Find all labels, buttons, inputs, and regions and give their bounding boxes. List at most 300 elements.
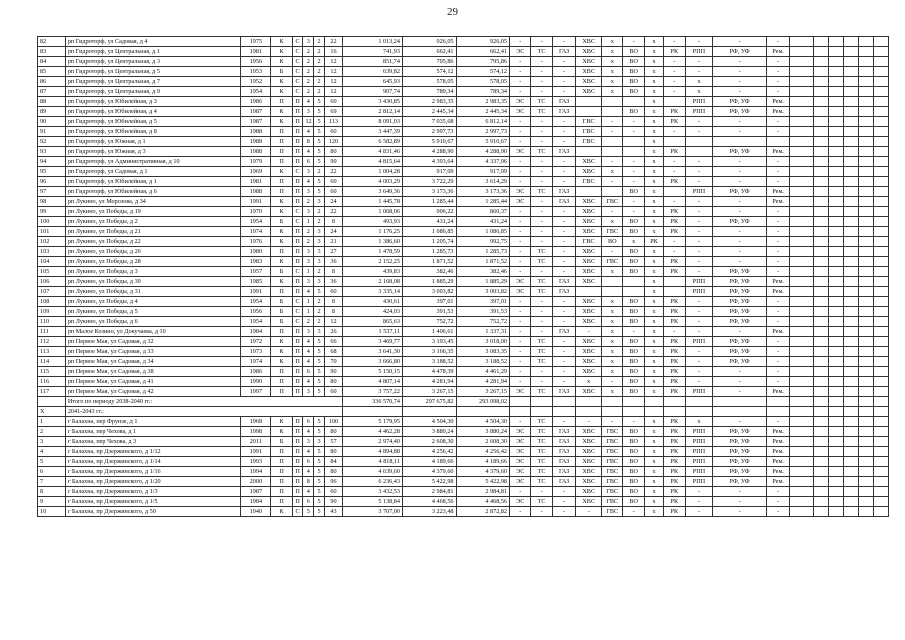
table-row bbox=[38, 417, 889, 427]
table-cell: ЭС bbox=[510, 287, 531, 297]
table-cell: 104 bbox=[38, 257, 66, 267]
table-cell: П bbox=[271, 327, 292, 337]
table-cell: РК bbox=[664, 477, 685, 487]
table-cell: 2011 bbox=[241, 437, 271, 447]
table-cell bbox=[813, 197, 828, 207]
table-cell: 110 bbox=[38, 317, 66, 327]
table-cell: РПП bbox=[685, 277, 713, 287]
table-cell: - bbox=[685, 57, 713, 67]
table-cell: - bbox=[713, 237, 767, 247]
table-cell: - bbox=[531, 317, 552, 327]
table-cell: 7 035,68 bbox=[402, 117, 456, 127]
table-cell: - bbox=[552, 317, 576, 327]
table-cell bbox=[843, 197, 858, 207]
table-cell bbox=[828, 407, 843, 417]
table-cell: х bbox=[602, 317, 623, 327]
table-cell bbox=[873, 57, 888, 67]
table-cell: 493,93 bbox=[343, 217, 403, 227]
table-cell: - bbox=[552, 87, 576, 97]
table-cell: П bbox=[271, 177, 292, 187]
table-cell: П bbox=[271, 467, 292, 477]
table-cell: ХВС bbox=[576, 497, 602, 507]
table-cell: П bbox=[292, 137, 303, 147]
table-cell: х bbox=[602, 297, 623, 307]
table-cell: 1 bbox=[303, 297, 314, 307]
table-cell: 8 bbox=[324, 297, 342, 307]
table-cell bbox=[858, 287, 873, 297]
table-cell: 3 707,00 bbox=[343, 507, 403, 517]
table-cell bbox=[813, 507, 828, 517]
table-cell: 80 bbox=[324, 377, 342, 387]
table-cell: 3 432,53 bbox=[343, 487, 403, 497]
table-cell: РК bbox=[664, 357, 685, 367]
table-cell bbox=[828, 277, 843, 287]
table-cell bbox=[828, 477, 843, 487]
table-cell: рп Первое Мая, ул Садовая, д 34 bbox=[65, 357, 241, 367]
table-cell: ВО bbox=[623, 367, 644, 377]
table-cell: Рем. bbox=[766, 277, 790, 287]
table-cell: П bbox=[271, 447, 292, 457]
table-cell bbox=[790, 247, 814, 257]
table-cell: - bbox=[713, 487, 767, 497]
table-cell: РПП bbox=[685, 467, 713, 477]
table-cell: ГАЗ bbox=[552, 97, 576, 107]
table-cell bbox=[813, 47, 828, 57]
table-cell: 4 288,90 bbox=[402, 147, 456, 157]
table-cell: х bbox=[644, 37, 663, 47]
table-cell bbox=[828, 397, 843, 407]
table-cell bbox=[828, 237, 843, 247]
table-cell bbox=[873, 87, 888, 97]
table-cell bbox=[873, 177, 888, 187]
table-cell: - bbox=[602, 177, 623, 187]
table-cell bbox=[828, 327, 843, 337]
table-cell: ХВС bbox=[576, 447, 602, 457]
table-body bbox=[38, 37, 889, 517]
table-cell: - bbox=[685, 37, 713, 47]
table-cell bbox=[623, 147, 644, 157]
table-cell: К bbox=[271, 417, 292, 427]
table-cell: - bbox=[510, 207, 531, 217]
table-cell: ТС bbox=[531, 477, 552, 487]
table-cell: 60 bbox=[324, 187, 342, 197]
table-cell: г Балахна, пр Дзержинского, д 1/20 bbox=[65, 477, 241, 487]
table-cell bbox=[843, 447, 858, 457]
table-cell: 2 608,30 bbox=[402, 437, 456, 447]
table-cell: 1 086,85 bbox=[402, 227, 456, 237]
table-cell bbox=[828, 37, 843, 47]
table-cell bbox=[843, 277, 858, 287]
table-cell: К bbox=[271, 107, 292, 117]
table-cell: рп Лукино, ул Победы, д 4 bbox=[65, 297, 241, 307]
table-row bbox=[38, 247, 889, 257]
table-cell bbox=[713, 397, 767, 407]
table-cell: Рем. bbox=[766, 187, 790, 197]
table-cell: - bbox=[602, 417, 623, 427]
table-cell bbox=[623, 287, 644, 297]
table-cell: 4 189,66 bbox=[402, 457, 456, 467]
table-cell bbox=[813, 467, 828, 477]
table-row bbox=[38, 457, 889, 467]
table-cell: - bbox=[766, 207, 790, 217]
table-cell bbox=[685, 397, 713, 407]
table-cell bbox=[858, 337, 873, 347]
table-cell: 2 445,34 bbox=[456, 107, 510, 117]
table-cell bbox=[813, 207, 828, 217]
table-cell: - bbox=[685, 247, 713, 257]
table-cell: РФ, УФ bbox=[713, 347, 767, 357]
table-cell: х bbox=[644, 67, 663, 77]
table-cell: 1990 bbox=[241, 377, 271, 387]
table-row bbox=[38, 277, 889, 287]
table-cell: - bbox=[664, 127, 685, 137]
table-cell bbox=[790, 457, 814, 467]
table-cell: П bbox=[292, 247, 303, 257]
table-cell: 3 bbox=[303, 247, 314, 257]
table-cell bbox=[790, 197, 814, 207]
table-cell: ГВС bbox=[602, 507, 623, 517]
table-cell bbox=[873, 477, 888, 487]
table-cell: 1954 bbox=[241, 317, 271, 327]
table-cell: 3 003,82 bbox=[456, 287, 510, 297]
table-cell: - bbox=[713, 417, 767, 427]
table-cell: ГВС bbox=[602, 457, 623, 467]
table-cell: - bbox=[510, 487, 531, 497]
table-cell: РК bbox=[664, 377, 685, 387]
table-cell: ХВС bbox=[576, 157, 602, 167]
table-cell: 1 285,44 bbox=[402, 197, 456, 207]
table-cell: 5 bbox=[314, 477, 325, 487]
table-cell: - bbox=[602, 157, 623, 167]
table-cell: 2 bbox=[303, 237, 314, 247]
table-cell: 5 bbox=[38, 457, 66, 467]
table-cell bbox=[828, 457, 843, 467]
table-cell: 4 bbox=[303, 97, 314, 107]
table-cell: рп Лукино, ул Победы, д 28 bbox=[65, 257, 241, 267]
table-cell: РФ, УФ bbox=[713, 97, 767, 107]
table-cell bbox=[790, 347, 814, 357]
table-cell: х bbox=[623, 237, 644, 247]
table-cell: 382,46 bbox=[402, 267, 456, 277]
table-cell bbox=[843, 427, 858, 437]
table-cell: - bbox=[531, 227, 552, 237]
table-cell: 3 bbox=[303, 37, 314, 47]
table-cell: х bbox=[644, 157, 663, 167]
table-cell bbox=[813, 177, 828, 187]
table-cell: ХВС bbox=[576, 167, 602, 177]
table-cell: 1972 bbox=[241, 337, 271, 347]
table-cell: 87 bbox=[38, 87, 66, 97]
table-cell: - bbox=[685, 117, 713, 127]
table-cell: РПП bbox=[685, 47, 713, 57]
table-cell bbox=[790, 257, 814, 267]
table-cell: х bbox=[644, 327, 663, 337]
table-cell: ХВС bbox=[576, 297, 602, 307]
table-cell: 5 bbox=[314, 137, 325, 147]
table-cell: ТС bbox=[531, 437, 552, 447]
table-cell: - bbox=[685, 157, 713, 167]
table-cell: 5 bbox=[314, 467, 325, 477]
table-cell: х bbox=[644, 217, 663, 227]
table-cell: - bbox=[576, 507, 602, 517]
table-cell bbox=[843, 327, 858, 337]
table-cell: ХВС bbox=[576, 87, 602, 97]
table-cell bbox=[858, 37, 873, 47]
table-cell: х bbox=[644, 497, 663, 507]
table-row bbox=[38, 237, 889, 247]
table-cell bbox=[813, 167, 828, 177]
table-cell: ТС bbox=[531, 357, 552, 367]
table-cell bbox=[602, 277, 623, 287]
table-cell bbox=[843, 287, 858, 297]
table-cell: ТС bbox=[531, 147, 552, 157]
table-cell: - bbox=[664, 157, 685, 167]
table-cell: 2 997,73 bbox=[402, 127, 456, 137]
table-cell: 4 bbox=[303, 357, 314, 367]
table-cell: Б bbox=[271, 67, 292, 77]
table-cell bbox=[828, 167, 843, 177]
table-cell: ГАЗ bbox=[552, 197, 576, 207]
table-cell bbox=[873, 287, 888, 297]
table-cell: 116 bbox=[38, 377, 66, 387]
table-cell: - bbox=[531, 377, 552, 387]
table-cell: 6 bbox=[38, 467, 66, 477]
table-cell bbox=[873, 407, 888, 417]
table-cell: ТС bbox=[531, 447, 552, 457]
table-cell: К bbox=[271, 87, 292, 97]
table-cell bbox=[813, 157, 828, 167]
table-cell: Рем. bbox=[766, 287, 790, 297]
table-cell: 114 bbox=[38, 357, 66, 367]
table-cell: Рем. bbox=[766, 327, 790, 337]
table-cell: ХВС bbox=[576, 277, 602, 287]
table-cell: - bbox=[602, 247, 623, 257]
table-cell: 2 872,82 bbox=[456, 507, 510, 517]
table-cell: С bbox=[292, 217, 303, 227]
table-cell: 795,86 bbox=[456, 57, 510, 67]
table-cell: - bbox=[552, 127, 576, 137]
table-cell: С bbox=[292, 37, 303, 47]
table-cell bbox=[813, 217, 828, 227]
table-cell: ЭС bbox=[510, 457, 531, 467]
table-cell: 2 bbox=[303, 47, 314, 57]
table-cell: ТС bbox=[531, 247, 552, 257]
table-cell: РПП bbox=[685, 457, 713, 467]
table-cell: К bbox=[271, 337, 292, 347]
table-cell: - bbox=[510, 337, 531, 347]
table-cell: 907,74 bbox=[343, 87, 403, 97]
table-cell: 60 bbox=[324, 127, 342, 137]
table-cell: 3 880,24 bbox=[402, 427, 456, 437]
table-cell: С bbox=[292, 307, 303, 317]
table-cell bbox=[602, 137, 623, 147]
table-cell: х bbox=[644, 227, 663, 237]
table-cell bbox=[858, 47, 873, 57]
table-cell bbox=[873, 217, 888, 227]
table-cell: С bbox=[292, 67, 303, 77]
table-cell: С bbox=[292, 47, 303, 57]
table-cell: 293 098,02 bbox=[456, 397, 510, 407]
table-cell: х bbox=[644, 87, 663, 97]
table-cell: г Балахна, пр Дзержинского, д 1/12 bbox=[65, 447, 241, 457]
table-cell: РК bbox=[664, 147, 685, 157]
table-cell: 103 bbox=[38, 247, 66, 257]
table-cell: х bbox=[644, 267, 663, 277]
table-cell: ТС bbox=[531, 47, 552, 57]
table-cell: 1956 bbox=[241, 57, 271, 67]
table-cell: 12 bbox=[324, 57, 342, 67]
table-cell: - bbox=[531, 167, 552, 177]
table-cell: ХВС bbox=[576, 47, 602, 57]
table-cell bbox=[873, 137, 888, 147]
table-cell: - bbox=[531, 177, 552, 187]
table-cell: 112 bbox=[38, 337, 66, 347]
table-row bbox=[38, 227, 889, 237]
table-cell: 3 614,29 bbox=[456, 177, 510, 187]
table-cell bbox=[576, 287, 602, 297]
table-cell: К bbox=[271, 197, 292, 207]
table-cell bbox=[790, 467, 814, 477]
table-row bbox=[38, 387, 889, 397]
table-cell: 574,12 bbox=[456, 67, 510, 77]
table-cell: 4 bbox=[303, 127, 314, 137]
table-row bbox=[38, 177, 889, 187]
table-cell: х bbox=[644, 187, 663, 197]
table-cell: - bbox=[766, 267, 790, 277]
table-cell: 4 bbox=[303, 377, 314, 387]
table-cell: - bbox=[510, 377, 531, 387]
table-cell: 3 bbox=[303, 167, 314, 177]
table-cell: 3 083,35 bbox=[456, 347, 510, 357]
table-cell: 2 bbox=[303, 317, 314, 327]
table-cell: ТС bbox=[531, 97, 552, 107]
table-cell: - bbox=[685, 167, 713, 177]
table-cell: ЭС bbox=[510, 197, 531, 207]
table-cell: ХВС bbox=[576, 427, 602, 437]
table-cell bbox=[813, 107, 828, 117]
table-cell bbox=[828, 77, 843, 87]
table-cell bbox=[664, 137, 685, 147]
table-cell: ВО bbox=[623, 427, 644, 437]
table-cell bbox=[873, 227, 888, 237]
table-cell bbox=[858, 87, 873, 97]
table-cell bbox=[843, 207, 858, 217]
table-cell bbox=[813, 407, 828, 417]
table-cell bbox=[623, 97, 644, 107]
table-cell: 2 974,40 bbox=[343, 437, 403, 447]
table-cell: 1976 bbox=[241, 237, 271, 247]
table-cell: РК bbox=[664, 347, 685, 357]
table-cell: 1 bbox=[303, 267, 314, 277]
table-cell: х bbox=[644, 77, 663, 87]
table-cell: 2 bbox=[314, 217, 325, 227]
table-cell bbox=[858, 257, 873, 267]
table-cell: 574,12 bbox=[402, 67, 456, 77]
table-cell: 2041-2043 гг.: bbox=[65, 407, 342, 417]
table-cell bbox=[828, 507, 843, 517]
table-cell: 4 bbox=[303, 467, 314, 477]
table-cell bbox=[843, 457, 858, 467]
table-cell bbox=[602, 147, 623, 157]
table-cell: - bbox=[510, 117, 531, 127]
table-cell bbox=[843, 127, 858, 137]
table-cell: 36 bbox=[324, 257, 342, 267]
table-cell: 8 bbox=[324, 307, 342, 317]
table-cell bbox=[828, 347, 843, 357]
table-cell: ВО bbox=[623, 497, 644, 507]
table-cell bbox=[402, 407, 456, 417]
table-cell: ВО bbox=[623, 387, 644, 397]
table-row bbox=[38, 147, 889, 157]
table-cell: ГВС bbox=[576, 137, 602, 147]
table-cell: - bbox=[531, 117, 552, 127]
table-cell: ВО bbox=[623, 447, 644, 457]
table-cell: ЭС bbox=[510, 477, 531, 487]
table-cell: ВО bbox=[623, 467, 644, 477]
table-cell: 639,82 bbox=[343, 67, 403, 77]
table-cell bbox=[713, 407, 767, 417]
table-cell: 662,41 bbox=[456, 47, 510, 57]
table-cell bbox=[858, 477, 873, 487]
table-cell: - bbox=[664, 77, 685, 87]
table-cell bbox=[685, 137, 713, 147]
table-cell: РК bbox=[664, 297, 685, 307]
table-cell bbox=[813, 367, 828, 377]
table-cell bbox=[858, 187, 873, 197]
table-cell: П bbox=[292, 377, 303, 387]
table-cell: - bbox=[685, 317, 713, 327]
table-cell: - bbox=[766, 247, 790, 257]
table-cell: 1974 bbox=[241, 227, 271, 237]
table-cell bbox=[790, 267, 814, 277]
table-cell: 4 478,39 bbox=[402, 367, 456, 377]
period-total-row bbox=[38, 397, 889, 407]
table-cell: ВО bbox=[623, 67, 644, 77]
table-cell: 1998 bbox=[241, 427, 271, 437]
table-cell bbox=[664, 277, 685, 287]
table-cell: 1953 bbox=[241, 67, 271, 77]
table-cell bbox=[843, 307, 858, 317]
table-cell bbox=[828, 47, 843, 57]
table-row bbox=[38, 187, 889, 197]
table-cell: 3 430,85 bbox=[343, 97, 403, 107]
table-cell: - bbox=[713, 77, 767, 87]
table-cell: ВО bbox=[623, 247, 644, 257]
table-cell: 3 641,30 bbox=[343, 347, 403, 357]
table-cell: - bbox=[685, 217, 713, 227]
table-cell: РК bbox=[664, 307, 685, 317]
table-cell: ГВС bbox=[576, 177, 602, 187]
table-cell bbox=[623, 277, 644, 287]
table-cell bbox=[873, 387, 888, 397]
table-cell: х bbox=[644, 507, 663, 517]
table-cell: ТС bbox=[531, 187, 552, 197]
table-cell bbox=[790, 147, 814, 157]
table-cell: - bbox=[766, 417, 790, 427]
table-cell: 83 bbox=[38, 47, 66, 57]
table-cell: 22 bbox=[324, 207, 342, 217]
table-cell: 5 179,95 bbox=[343, 417, 403, 427]
table-cell bbox=[873, 147, 888, 157]
table-cell: - bbox=[602, 127, 623, 137]
table-cell bbox=[602, 107, 623, 117]
table-cell bbox=[873, 317, 888, 327]
table-cell: - bbox=[713, 117, 767, 127]
table-cell: г Балахна, пр Дзержинского, д 50 bbox=[65, 507, 241, 517]
table-cell: П bbox=[292, 187, 303, 197]
table-cell: 3 722,29 bbox=[402, 177, 456, 187]
table-cell bbox=[602, 407, 623, 417]
